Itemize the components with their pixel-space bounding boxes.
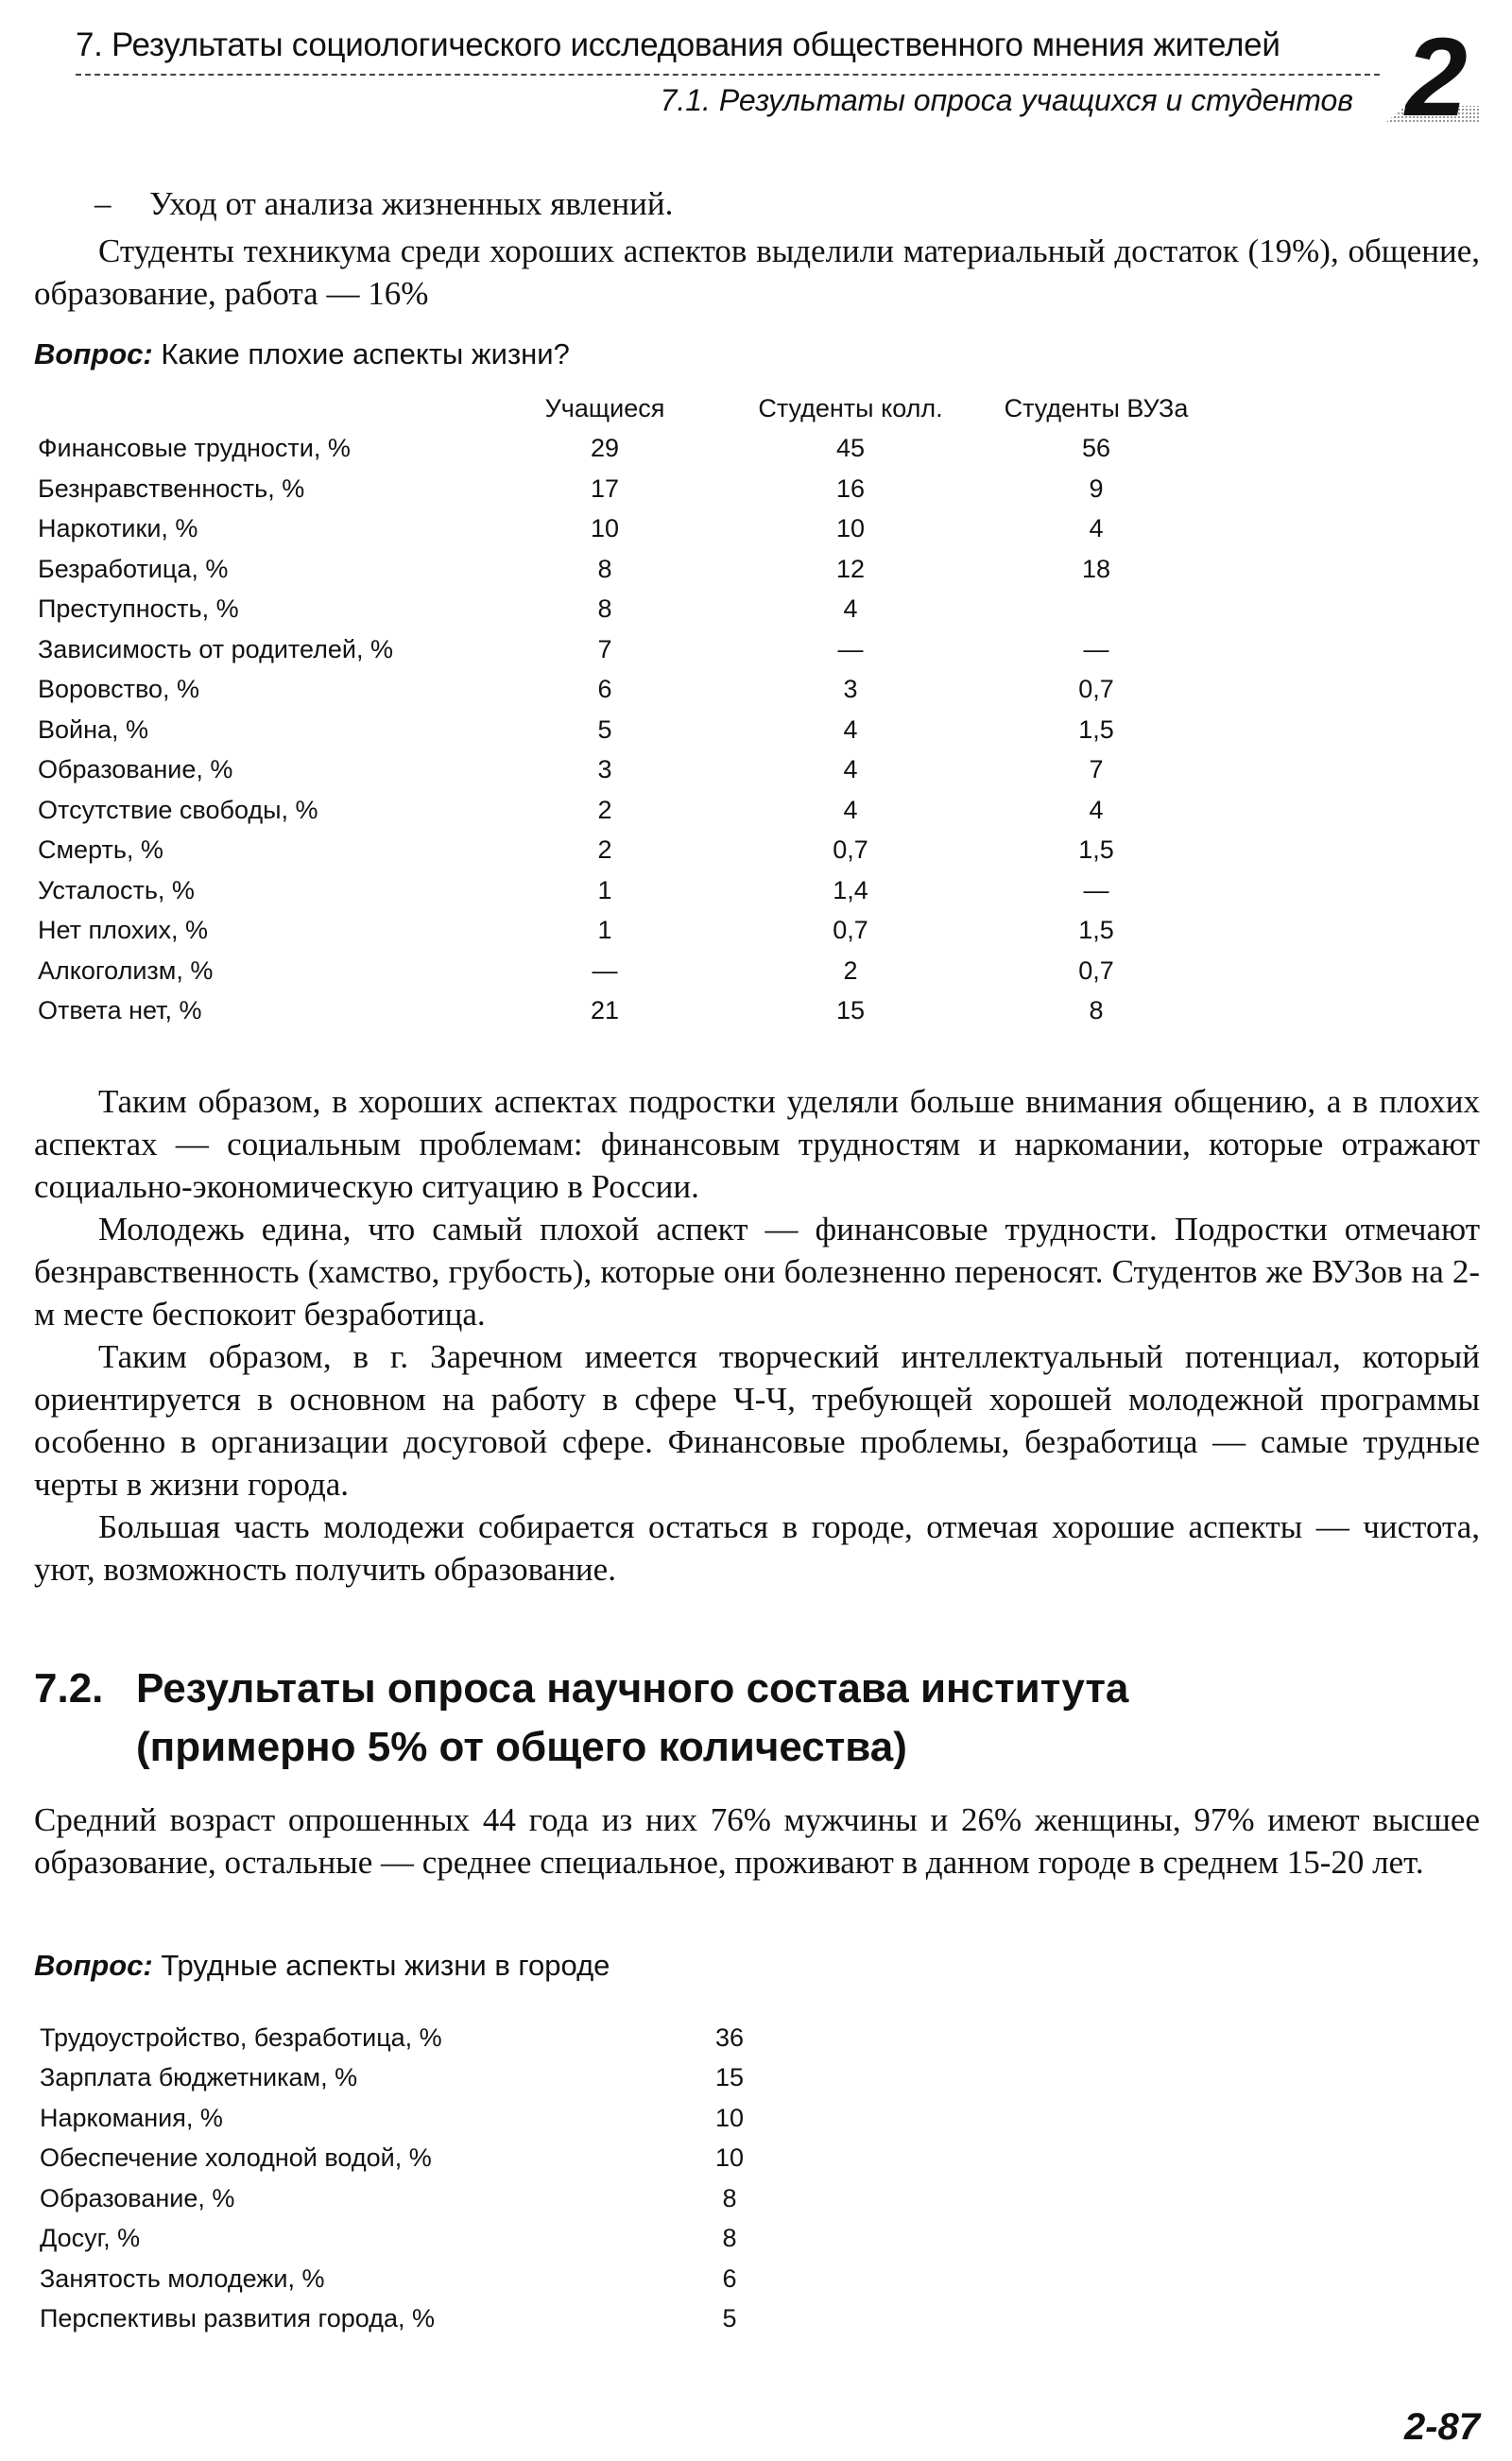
question-text: Трудные аспекты жизни в городе: [161, 1949, 610, 1982]
dash-marker: –: [94, 185, 112, 222]
paragraph: Таким образом, в хороших аспектах подростки уделяли больше внимания общению, а в плохих аспектах — социальным проблемам: финансовым трудностям и наркомании, которые отражают социально-экономическую ситуацию в России.: [34, 1083, 1480, 1205]
table-row: Нет плохих, % 1 0,7 1,5: [38, 916, 1114, 945]
list-item: [94, 185, 673, 223]
table-row: Зарплата бюджетникам, % 15: [40, 2063, 745, 2092]
table-row: Смерть, % 2 0,7 1,5: [38, 835, 1114, 865]
table-row: Воровство, % 6 3 0,7: [38, 675, 1114, 704]
paragraph: Большая часть молодежи собирается остаться в городе, отмечая хорошие аспекты — чистота, уют, возможность получить образование.: [34, 1508, 1480, 1588]
section-number: 7.2.: [34, 1665, 104, 1712]
table-row: Трудоустройство, безработица, % 36: [40, 2022, 745, 2052]
question-1: [34, 337, 570, 371]
section-title-line1: Результаты опроса научного состава института: [136, 1665, 1129, 1712]
paragraph: Таким образом, в г. Заречном имеется творческий интеллектуальный потенциал, который ориентируется в основном на работу в сфере Ч-Ч, требующей хорошей молодежной программы особенно в организации досуговой сфере. Финансовые проблемы, безработица — самые трудные черты в жизни города.: [34, 1338, 1480, 1503]
section2-paragraph: Средний возраст опрошенных 44 года из них 76% мужчины и 26% женщины, 97% имеют высшее образование, остальные — среднее специальное, проживают в данном городе в среднем 15-20 лет.: [34, 1801, 1480, 1881]
question-2: [34, 1949, 610, 1983]
question-label: Вопрос:: [34, 1949, 153, 1982]
list-item-text: Уход от анализа жизненных явлений.: [149, 185, 674, 222]
column-header: Студенты колл.: [758, 393, 943, 422]
table-row: Алкоголизм, % — 2 0,7: [38, 955, 1114, 985]
chapter-running-title: 7. Результаты социологического исследования общественного мнения жителей: [76, 26, 1280, 63]
table-header-row: [38, 388, 1219, 429]
table-row: Наркотики, % 10 10 4: [38, 514, 1104, 543]
column-header: Студенты ВУЗа: [1004, 393, 1189, 422]
page-number: 2-87: [1403, 2406, 1480, 2448]
table-row: Образование, % 3 4 7: [38, 755, 1104, 784]
question-text: Какие плохие аспекты жизни?: [161, 337, 570, 370]
table-row: Безнравственность, % 17 16 9: [38, 473, 1104, 503]
table-row: Перспективы развития города, % 5: [40, 2304, 737, 2333]
table-row: Обеспечение холодной водой, % 10: [40, 2143, 745, 2173]
question-label: Вопрос:: [34, 337, 153, 370]
section2-paragraph-block: [34, 1798, 1480, 1884]
table-row: Зависимость от родителей, % 7 — —: [38, 634, 1109, 663]
conclusions-block: [34, 1080, 1480, 1591]
table-row: Преступность, % 8 4: [38, 594, 858, 624]
section-heading: [34, 1660, 1128, 1777]
table-row: Безработица, % 8 12 18: [38, 554, 1111, 583]
column-header: Учащиеся: [544, 393, 665, 422]
table-row: Досуг, % 8: [40, 2224, 737, 2253]
table-row: Война, % 5 4 1,5: [38, 714, 1114, 744]
difficult-aspects-table: [40, 2018, 758, 2339]
table-row: Наркомания, % 10: [40, 2103, 745, 2132]
section-running-title: 7.1. Результаты опроса учащихся и студентов: [660, 83, 1353, 117]
table-row: Ответа нет, % 21 15 8: [38, 996, 1104, 1025]
table-row: Занятость молодежи, % 6: [40, 2263, 737, 2293]
chapter-number-badge: [1382, 25, 1486, 130]
table-row: Отсутствие свободы, % 2 4 4: [38, 795, 1104, 824]
intro-paragraph: Студенты техникума среди хороших аспектов выделили материальный достаток (19%), общение, образование, работа — 16%: [34, 232, 1480, 312]
table-row: Финансовые трудности, % 29 45 56: [38, 434, 1111, 463]
chapter-number: 2: [1405, 25, 1468, 130]
bad-aspects-table: [38, 388, 1219, 1031]
table-row: Усталость, % 1 1,4 —: [38, 875, 1109, 904]
intro-paragraph-block: [34, 230, 1480, 315]
paragraph: Молодежь едина, что самый плохой аспект — финансовые трудности. Подростки отмечают безнравственность (хамство, грубость), которые они болезненно переносят. Студентов же ВУЗов на 2-м месте беспокоит безработица.: [34, 1211, 1480, 1333]
section-title-line2: (примерно 5% от общего количества): [136, 1724, 907, 1770]
header-rule: [76, 74, 1380, 76]
table-row: Образование, % 8: [40, 2183, 737, 2212]
